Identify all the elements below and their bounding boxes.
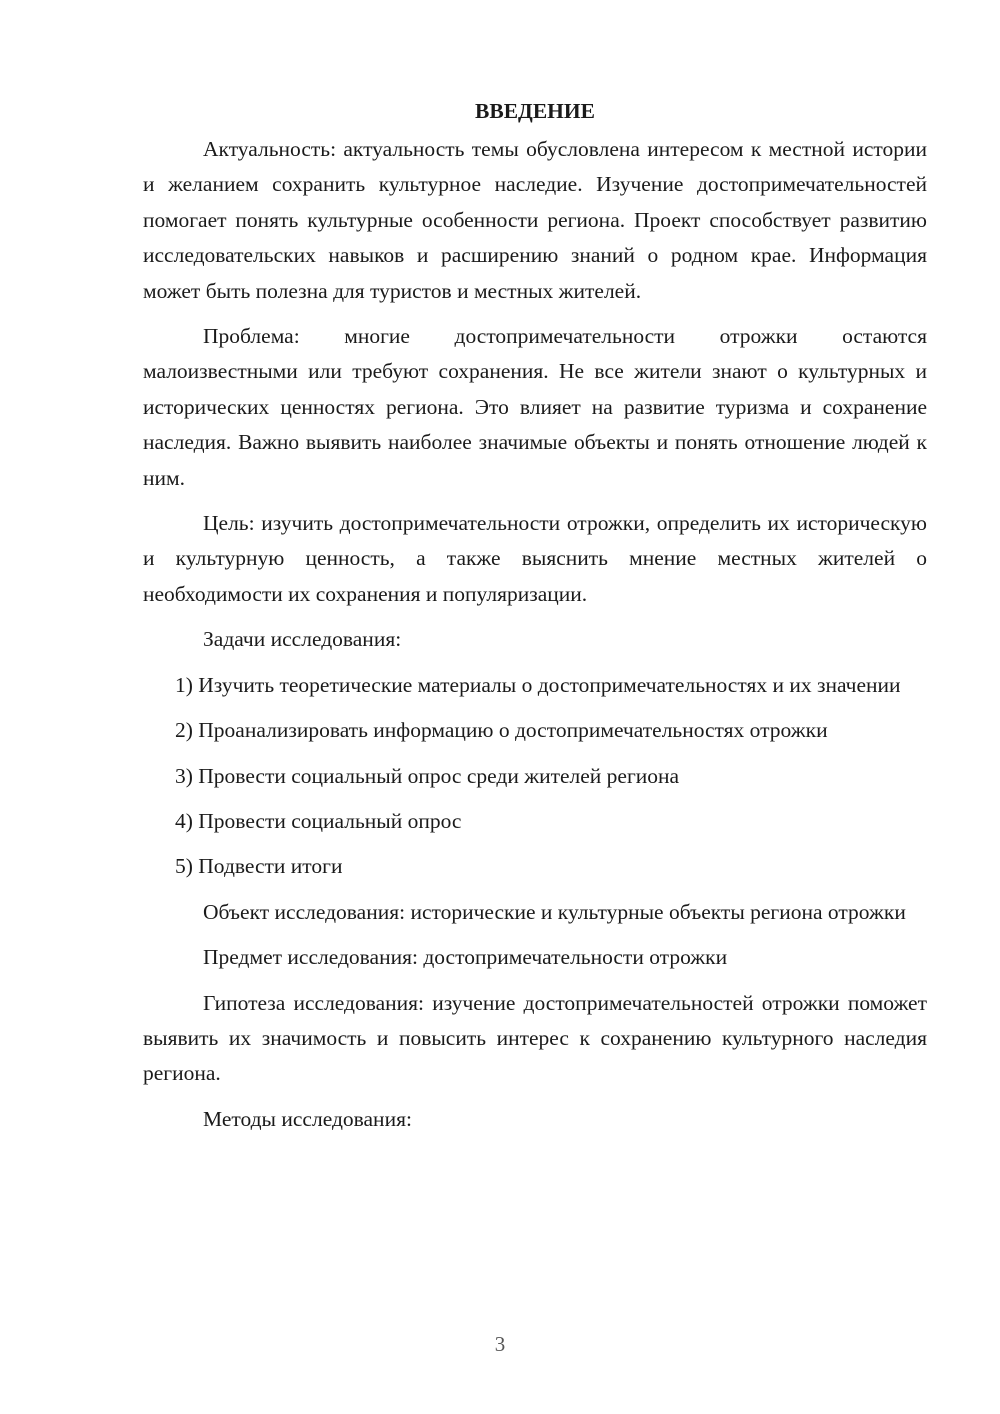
section-title: ВВЕДЕНИЕ: [475, 99, 595, 123]
subject-paragraph: Предмет исследования: достопримечательности отрожки: [203, 945, 728, 970]
problem-paragraph: Проблема: многие достопримечательности отрожки остаются малоизвестными или требуют сохранения. Не все жители знают о культурных и исторических ценностях региона. Это влияет на развитие туризма и сохранение наследия. Важно выявить наиболее значимые объекты и понять отношение людей к ним.: [143, 324, 927, 490]
hypothesis-paragraph: Гипотеза исследования: изучение достопримечательностей отрожки поможет выявить их значимость и повысить интерес к сохранению культурного наследия региона.: [143, 990, 927, 1086]
task-item-2: 2) Проанализировать информацию о достопримечательностях отрожки: [175, 718, 828, 743]
document-page: [143, 96, 927, 1147]
goal-paragraph: Цель: изучить достопримечательности отрожки, определить их историческую и культурную ценность, а также выяснить мнение местных жителей о необходимости их сохранения и популяризации.: [143, 511, 927, 606]
page-number: 3: [494, 1332, 506, 1356]
task-item-5: 5) Подвести итоги: [175, 854, 343, 879]
relevance-paragraph: Актуальность: актуальность темы обусловлена интересом к местной истории и желанием сохранить культурное наследие. Изучение достопримечательностей помогает понять культурные особенности региона. Проект способствует развитию исследовательских навыков и расширению знаний о родном крае. Информация может быть полезна для туристов и местных жителей.: [143, 137, 927, 303]
task-item-3: 3) Провести социальный опрос среди жителей региона: [175, 763, 680, 788]
tasks-heading: Задачи исследования:: [203, 627, 402, 652]
methods-heading: Методы исследования:: [203, 1106, 412, 1131]
task-item-4: 4) Провести социальный опрос: [175, 808, 462, 833]
task-item-1: 1) Изучить теоретические материалы о достопримечательностях и их значении: [175, 672, 901, 697]
object-paragraph: Объект исследования: исторические и культурные объекты региона отрожки: [203, 899, 906, 924]
